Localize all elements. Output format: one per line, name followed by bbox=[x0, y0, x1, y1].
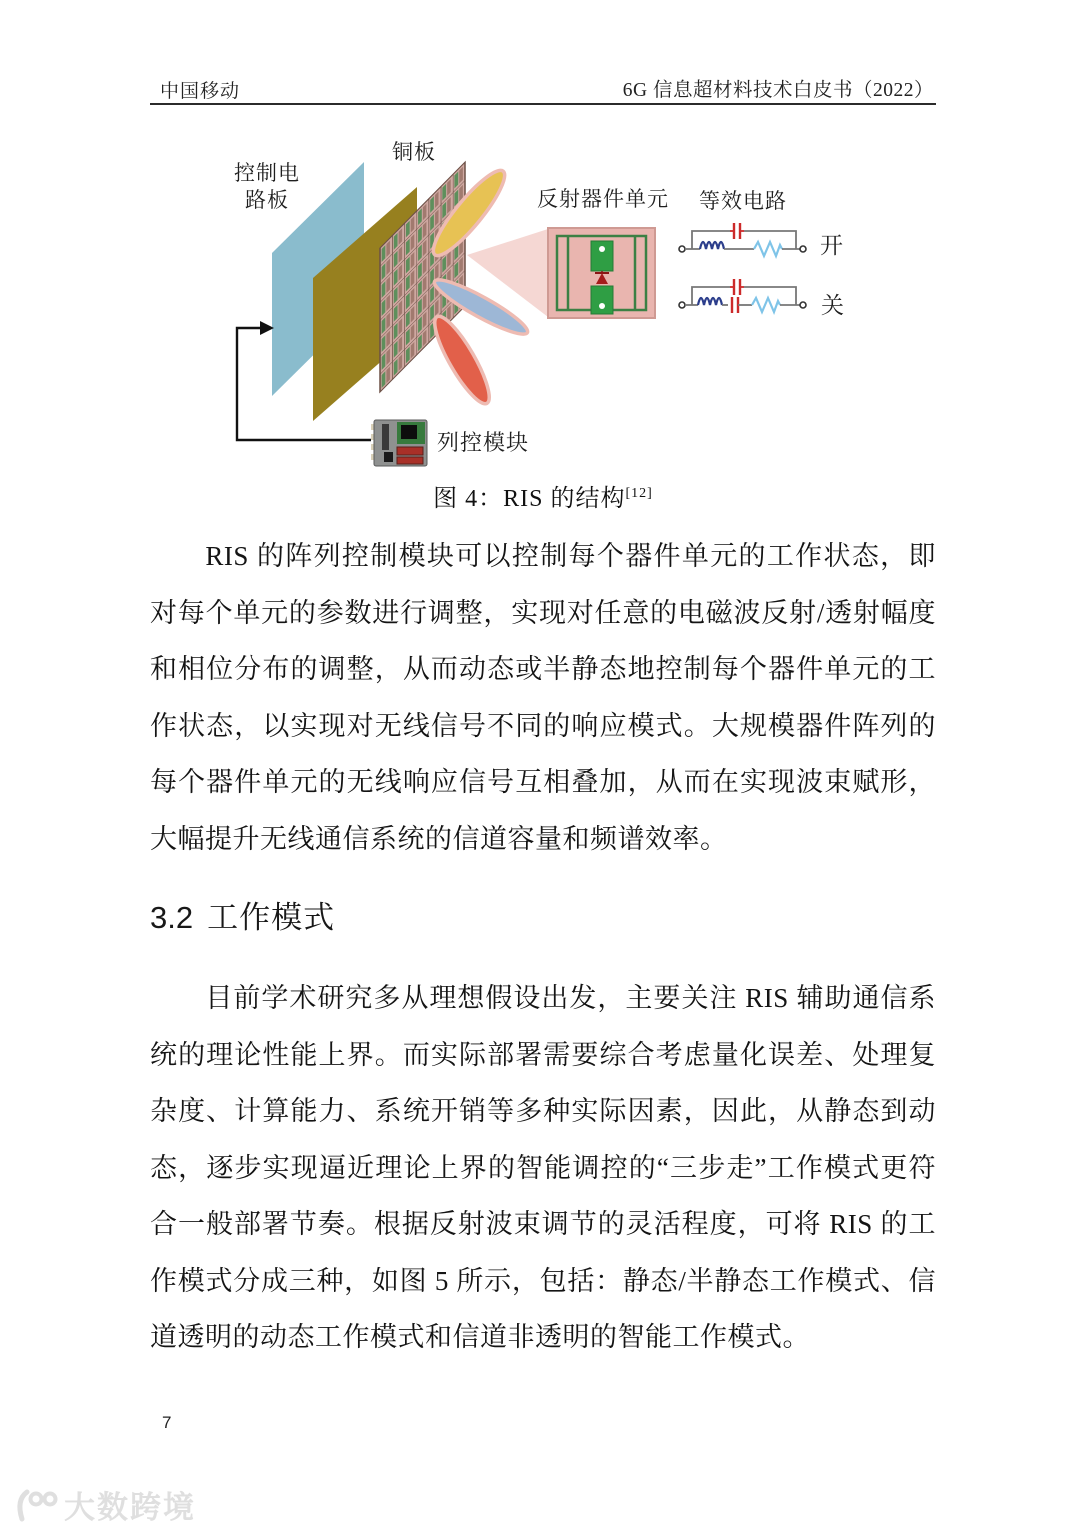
equivalent-circuit-on bbox=[679, 223, 806, 256]
section-title: 工作模式 bbox=[207, 900, 336, 935]
beam-red bbox=[426, 310, 498, 409]
label-control-module: 列控模块 bbox=[437, 430, 530, 455]
label-state-on: 开 bbox=[820, 233, 844, 258]
label-control-circuit-board: 控制电路板 bbox=[234, 161, 300, 212]
watermark-text: 大数跨境 bbox=[64, 1490, 196, 1525]
label-copper-plate: 铜板 bbox=[392, 140, 436, 164]
page-number: 7 bbox=[162, 1413, 172, 1432]
header-left-text: 中国移动 bbox=[160, 81, 241, 102]
label-reflect-unit: 反射器件单元 bbox=[537, 187, 669, 211]
label-equivalent-circuit: 等效电路 bbox=[699, 189, 787, 213]
watermark bbox=[12, 1482, 196, 1527]
section-number: 3.2 bbox=[150, 900, 194, 935]
reflect-unit-cell bbox=[548, 228, 655, 318]
section-heading-3-2 bbox=[150, 892, 335, 937]
header-right-text: 6G 信息超材料技术白皮书（2022） bbox=[622, 80, 934, 101]
figure-caption-text: 图 4：RIS 的结构 bbox=[433, 486, 626, 512]
paragraph-ris-array-control: RIS 的阵列控制模块可以控制每个器件单元的工作状态，即对每个单元的参数进行调整，实现对任意的电磁波反射/透射幅度和相位分布的调整，从而动态或半静态地控制每个器件单元的工作状态，以实现对无线信号不同的响应模式。大规模器件阵列的每个器件单元的无线响应信号互相叠加，从而在实现波束赋形，大幅提升无线通信系统的信道容量和频谱效率。 bbox=[150, 541, 936, 854]
label-state-off: 关 bbox=[821, 293, 845, 318]
figure-caption-ref: [12] bbox=[625, 486, 653, 501]
figure-caption bbox=[150, 478, 936, 513]
equivalent-circuit-off bbox=[679, 279, 806, 313]
watermark-logo-icon bbox=[12, 1486, 58, 1524]
control-module-chip bbox=[371, 420, 427, 466]
header-rule bbox=[150, 103, 936, 105]
paragraph-working-modes: 目前学术研究多从理想假设出发，主要关注 RIS 辅助通信系统的理论性能上界。而实际部署需要综合考虑量化误差、处理复杂度、计算能力、系统开销等多种实际因素，因此，从静态到动态，逐步实现逼近理论上界的智能调控的“三步走”工作模式更符合一般部署节奏。根据反射波束调节的灵活程度，可将 RIS 的工作模式分成三种，如图 5 所示，包括：静态/半静态工作模式、信道透明的动态工作模式和信道非透明的智能工作模式。 bbox=[150, 983, 936, 1352]
